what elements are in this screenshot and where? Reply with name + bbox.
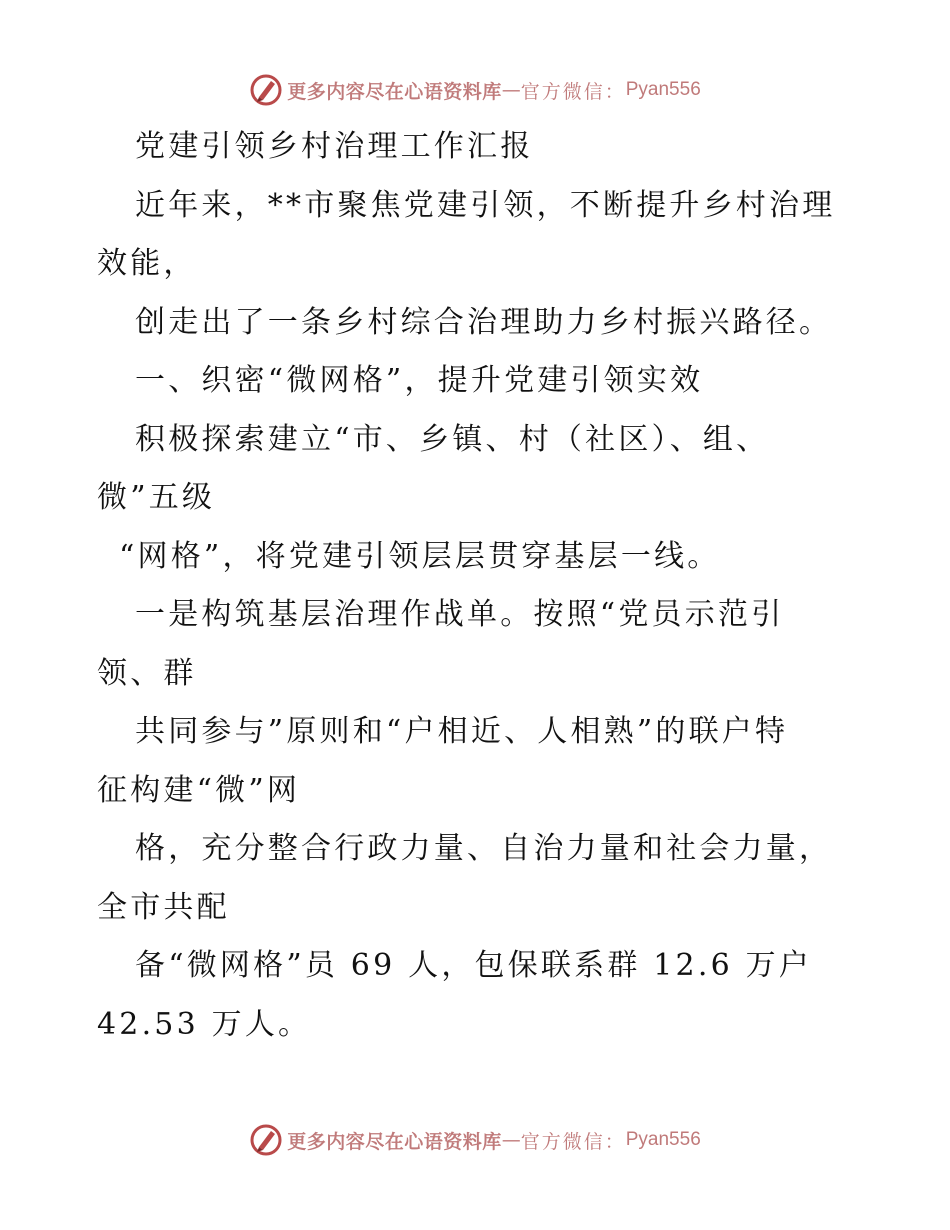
paragraph-line: 领、群 <box>97 655 197 691</box>
section-heading: 一、织密“微网格”，提升党建引领实效 <box>135 363 704 398</box>
footer-watermark <box>0 1122 950 1158</box>
paragraph-line: 一是构筑基层治理作战单。按照“党员示范引 <box>135 597 785 632</box>
paragraph-line: 创走出了一条乡村综合治理助力乡村振兴路径。 <box>135 304 833 340</box>
watermark-main-text: 更多内容尽在心语资料库 <box>287 1130 502 1153</box>
document-body <box>97 118 857 1054</box>
paragraph-line: 效能， <box>97 246 197 281</box>
pen-logo-icon <box>249 73 283 107</box>
paragraph-line: 积极探索建立“市、乡镇、村（社区）、组、 <box>135 421 770 457</box>
paragraph-line: 格，充分整合行政力量、自治力量和社会力量， <box>135 831 833 866</box>
paragraph-line: 征构建“微”网 <box>97 772 301 808</box>
paragraph-line: 备“微网格”员 69 人，包保联系群 12.6 万户 <box>135 948 812 983</box>
header-watermark <box>0 72 950 108</box>
watermark-wechat-label: 官方微信： <box>520 1130 626 1153</box>
paragraph-line: 42.53 万人。 <box>97 1006 312 1042</box>
watermark-dash: — <box>501 79 521 101</box>
paragraph-line: 近年来，**市聚焦党建引领，不断提升乡村治理 <box>135 187 836 223</box>
watermark-wechat-id: Pyan556 <box>625 79 701 100</box>
paragraph-line: 微”五级 <box>97 480 216 515</box>
pen-logo-icon <box>249 1123 283 1157</box>
watermark-wechat-label: 官方微信： <box>520 80 626 103</box>
paragraph-line: “网格”，将党建引领层层贯穿基层一线。 <box>119 538 721 574</box>
watermark-main-text: 更多内容尽在心语资料库 <box>287 80 502 103</box>
watermark-dash: — <box>501 1129 521 1151</box>
watermark-wechat-id: Pyan556 <box>625 1129 701 1150</box>
paragraph-line: 共同参与”原则和“户相近、人相熟”的联户特 <box>135 714 789 749</box>
paragraph-line: 全市共配 <box>97 889 230 925</box>
document-title: 党建引领乡村治理工作汇报 <box>135 129 534 164</box>
